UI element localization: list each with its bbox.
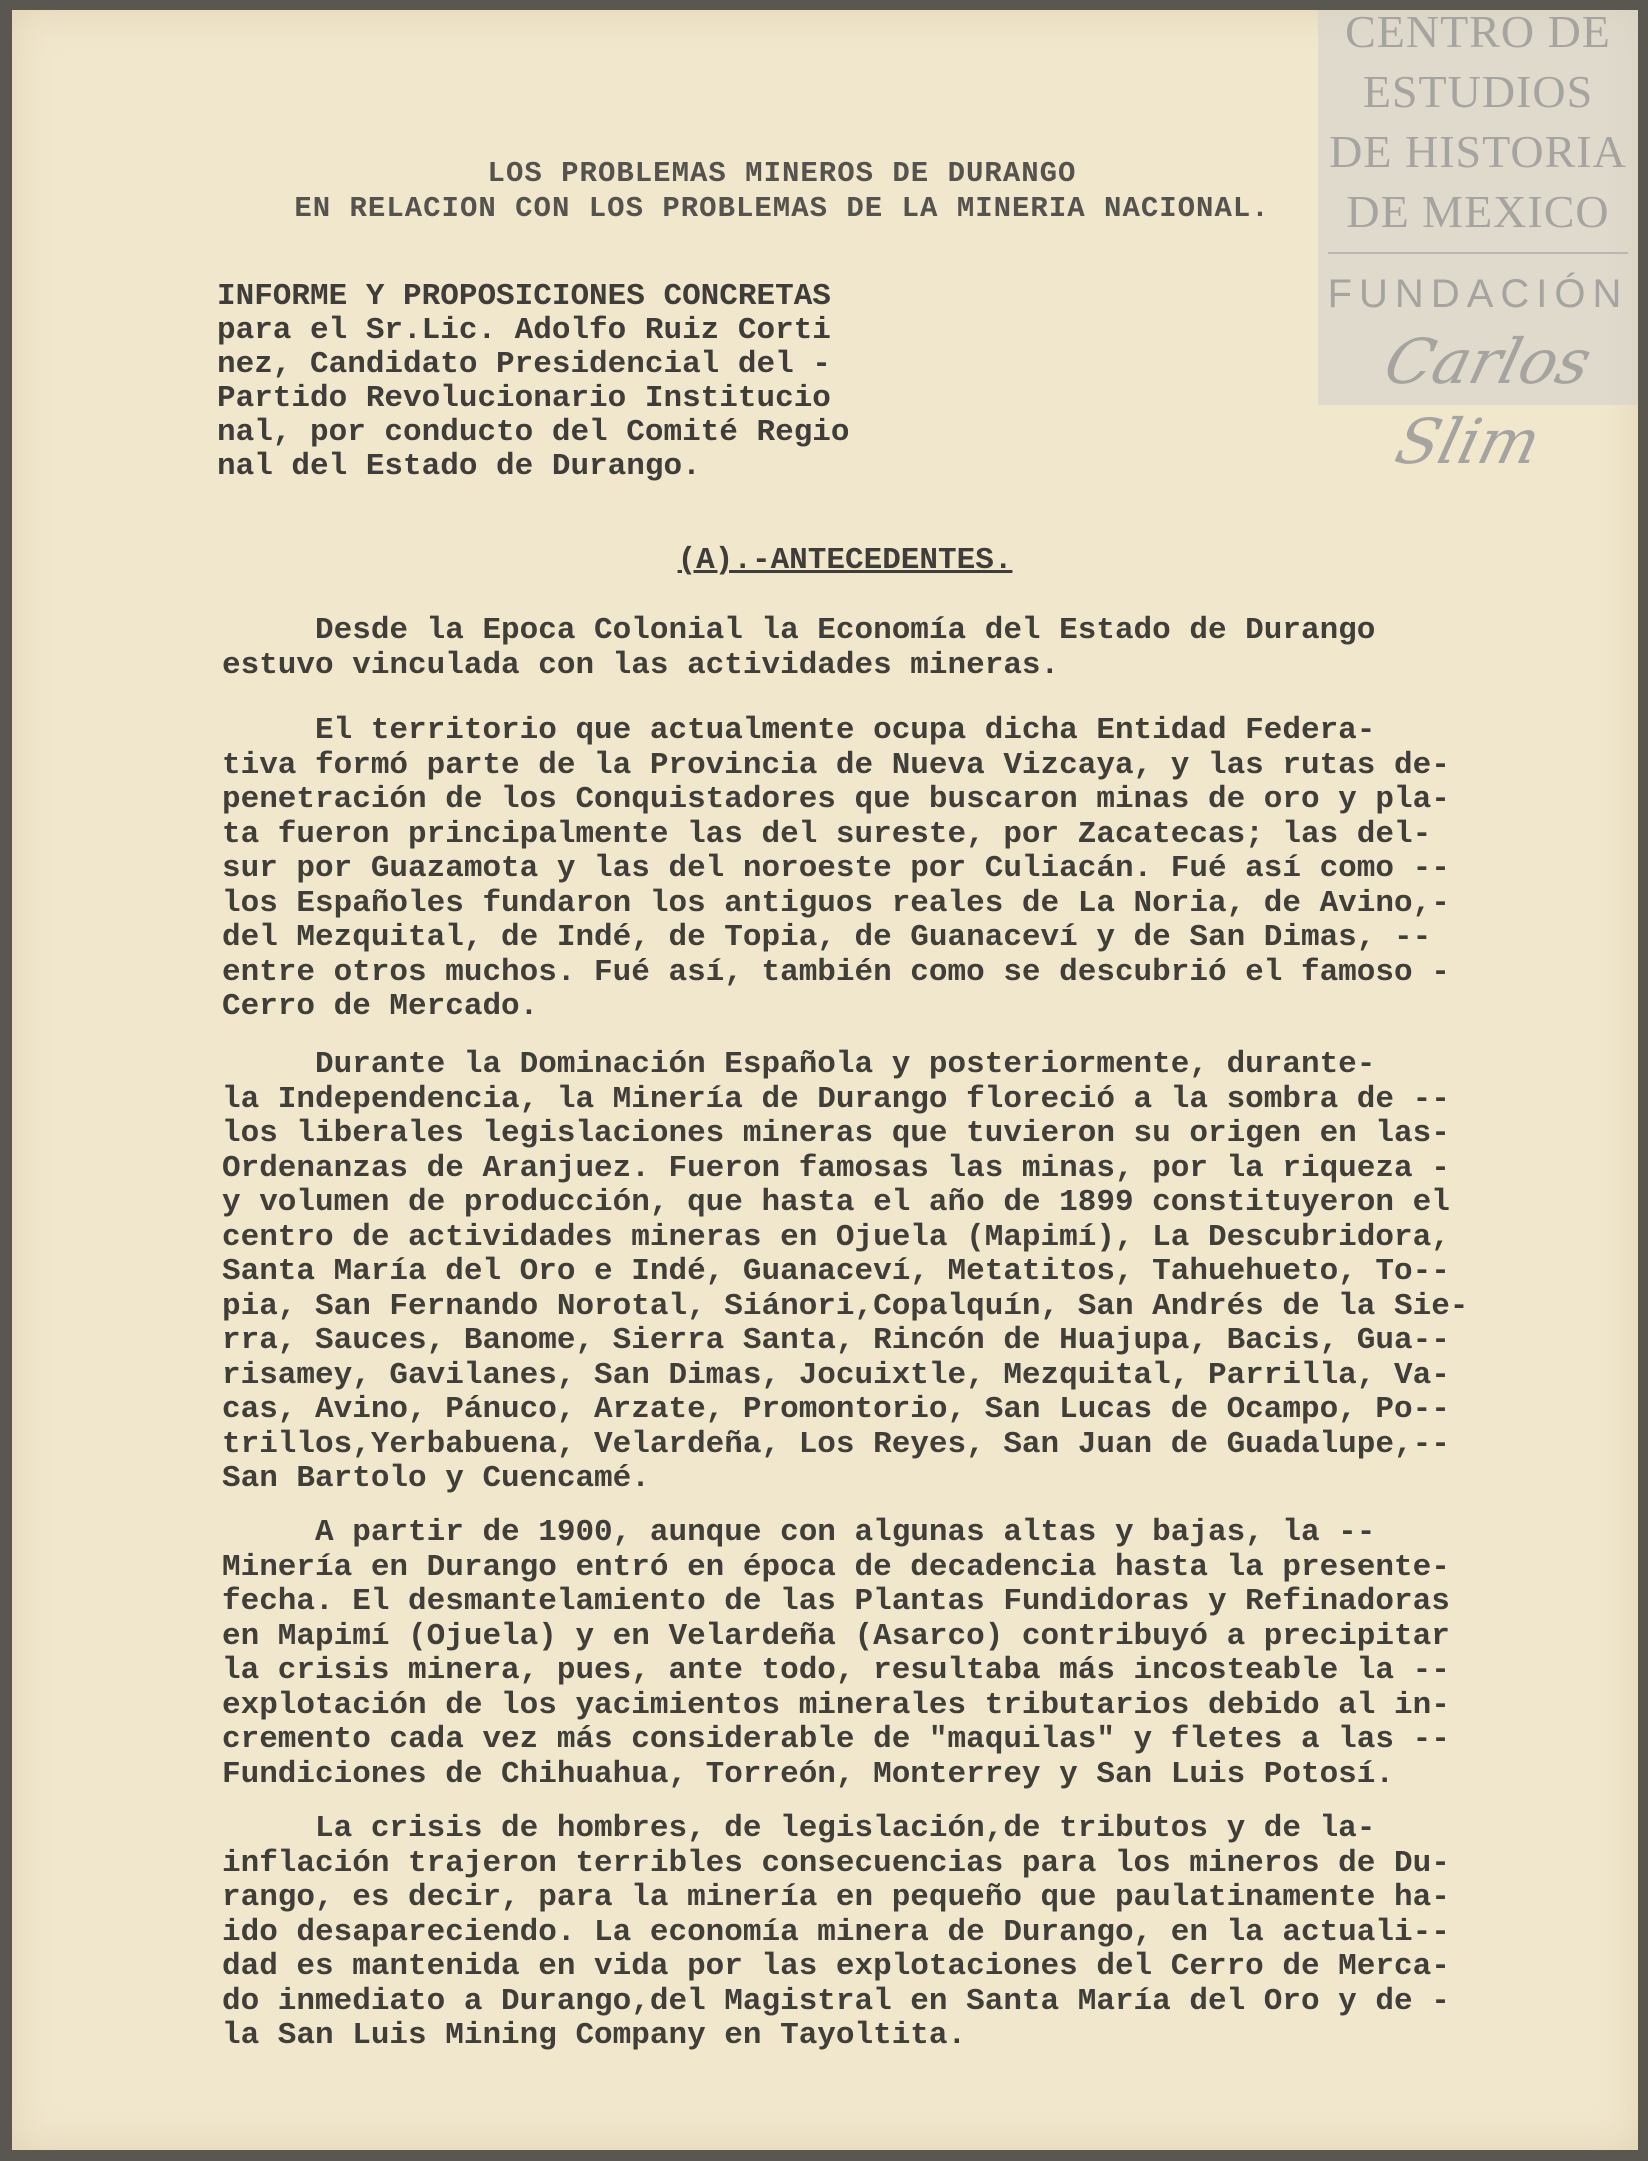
informe-line: para el Sr.Lic. Adolfo Ruiz Corti [217,313,831,348]
paragraph-line: pia, San Fernando Norotal, Siánori,Copalquín, San Andrés de la Sie- [222,1288,1469,1324]
document-title-line-2: EN RELACION CON LOS PROBLEMAS DE LA MINERIA NACIONAL. [294,192,1270,225]
paragraph-line: dad es mantenida en vida por las explotaciones del Cerro de Merca- [222,1949,1450,1984]
paragraph-line: la Independencia, la Minería de Durango floreció a la sombra de -- [222,1081,1450,1117]
watermark-divider [1328,252,1628,254]
paragraph-line: fecha. El desmantelamiento de las Plantas Fundidoras y Refinadoras [222,1584,1450,1619]
paragraph-line: Durante la Dominación Española y posteriormente, durante- [222,1047,1376,1082]
paragraph-line: los Españoles fundaron los antiguos reales de La Noria, de Avino,- [222,885,1450,921]
paragraph-line: cas, Avino, Pánuco, Arzate, Promontorio, San Lucas de Ocampo, Po-- [222,1392,1450,1427]
paragraph-line: risamey, Gavilanes, San Dimas, Jocuixtle, Mezquital, Parrilla, Va- [222,1357,1450,1393]
paragraph-line: centro de actividades mineras en Ojuela (Mapimí), La Descubridora, [222,1219,1450,1255]
watermark-line: DE MEXICO [1346,186,1610,237]
document-page [12,10,1638,2150]
paragraph-line: la crisis minera, pues, ante todo, resultaba más incosteable la -- [222,1653,1450,1688]
paragraph-line: do inmediato a Durango,del Magistral en Santa María del Oro y de - [222,1983,1450,2019]
informe-line: Partido Revolucionario Institucio [217,381,831,416]
paragraph-line: cremento cada vez más considerable de "maquilas" y fletes a las -- [222,1722,1450,1757]
paragraph-line: rango, es decir, para la minería en pequeño que paulatinamente ha- [222,1880,1450,1915]
paragraph-line: Ordenanzas de Aranjuez. Fueron famosas las minas, por la riqueza - [222,1150,1450,1186]
paragraph-line: Minería en Durango entró en época de decadencia hasta la presente- [222,1549,1450,1585]
paragraph-line: rra, Sauces, Banome, Sierra Santa, Rincón de Huajupa, Bacis, Gua-- [222,1323,1450,1358]
informe-line: nal, por conducto del Comité Regio [217,415,850,450]
watermark-line: CENTRO DE [1345,10,1611,57]
paragraph-line: penetración de los Conquistadores que buscaron minas de oro y pla- [222,782,1450,817]
informe-block [217,280,917,484]
paragraph-1 [222,614,1542,683]
paragraph-line: la San Luis Mining Company en Tayoltita. [222,2018,967,2053]
paragraph-line: Desde la Epoca Colonial la Economía del Estado de Durango [222,613,1376,648]
paragraph-line: explotación de los yacimientos minerales tributarios debido al in- [222,1687,1450,1723]
paragraph-line: estuvo vinculada con las actividades mineras. [222,647,1060,683]
paragraph-line: Cerro de Mercado. [222,989,539,1024]
paragraph-2 [222,714,1542,1025]
paragraph-line: La crisis de hombres, de legislación,de tributos y de la- [222,1811,1376,1846]
paragraph-line: A partir de 1900, aunque con algunas altas y bajas, la -- [222,1515,1376,1550]
paragraph-line: sur por Guazamota y las del noroeste por Culiacán. Fué así como -- [222,851,1450,886]
paragraph-5 [222,1812,1542,2054]
paragraph-line: ta fueron principalmente las del sureste, por Zacatecas; las del- [222,816,1432,852]
paragraph-4 [222,1516,1542,1792]
watermark-line: ESTUDIOS [1362,66,1594,117]
watermark-signature: Carlos Slim [1377,325,1599,478]
informe-line: nal del Estado de Durango. [217,449,701,484]
section-heading: (A).-ANTECEDENTES. [677,543,1013,578]
paragraph-line: tiva formó parte de la Provincia de Nueva Vizcaya, y las rutas de- [222,747,1450,783]
informe-line: INFORME Y PROPOSICIONES CONCRETAS [217,279,831,314]
paragraph-line: trillos,Yerbabuena, Velardeña, Los Reyes, San Juan de Guadalupe,-- [222,1426,1450,1462]
watermark-foundation: FUNDACIÓN [1327,272,1629,316]
document-title-line-1: LOS PROBLEMAS MINEROS DE DURANGO [487,157,1077,190]
paragraph-line: ido desapareciendo. La economía minera de Durango, en la actuali-- [222,1914,1450,1950]
paragraph-line: inflación trajeron terribles consecuencias para los mineros de Du- [222,1845,1450,1881]
paragraph-line: del Mezquital, de Indé, de Topia, de Guanaceví y de San Dimas, -- [222,920,1432,955]
paragraph-3 [222,1048,1542,1497]
paragraph-line: los liberales legislaciones mineras que tuvieron su origen en las- [222,1116,1450,1151]
paragraph-line: en Mapimí (Ojuela) y en Velardeña (Asarco) contribuyó a precipitar [222,1618,1450,1654]
paragraph-line: y volumen de producción, que hasta el año de 1899 constituyeron el [222,1185,1450,1220]
watermark-line: DE HISTORIA [1329,126,1627,177]
paragraph-line: Fundiciones de Chihuahua, Torreón, Monterrey y San Luis Potosí. [222,1756,1394,1792]
informe-line: nez, Candidato Presidencial del - [217,347,831,382]
paragraph-line: Santa María del Oro e Indé, Guanaceví, Metatitos, Tahuehueto, To-- [222,1254,1450,1289]
paragraph-line: entre otros muchos. Fué así, también como se descubrió el famoso - [222,954,1450,990]
paragraph-line: San Bartolo y Cuencamé. [222,1461,650,1496]
paragraph-line: El territorio que actualmente ocupa dicha Entidad Federa- [222,713,1376,748]
